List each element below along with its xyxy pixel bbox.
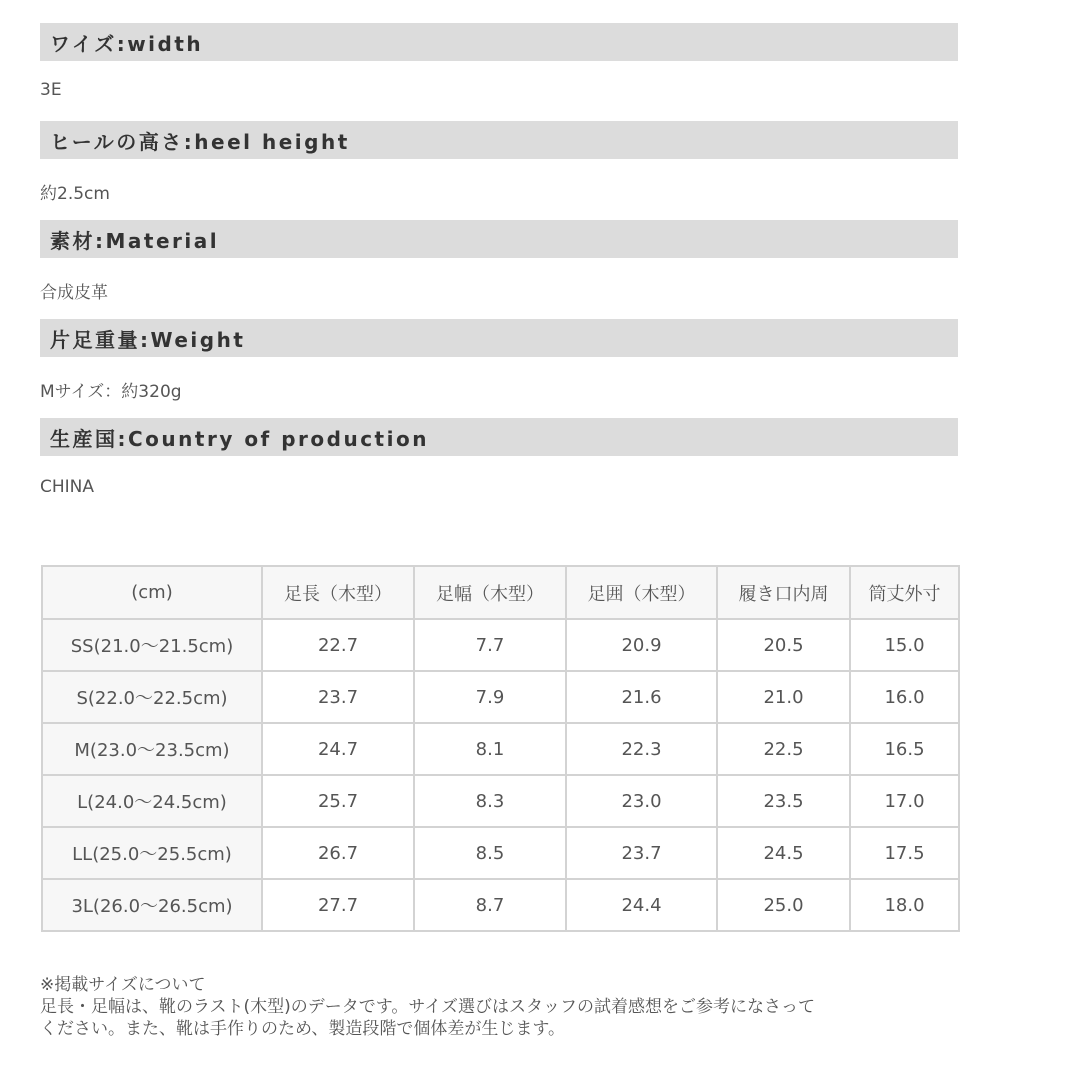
- table-cell: 8.5: [414, 827, 566, 879]
- table-cell: 15.0: [850, 619, 959, 671]
- table-cell: 16.5: [850, 723, 959, 775]
- column-header-shaft-height: 筒丈外寸: [850, 566, 959, 619]
- spec-header-weight: 片足重量:Weight: [40, 319, 958, 357]
- table-cell: 23.7: [262, 671, 414, 723]
- table-cell: 22.5: [717, 723, 850, 775]
- table-row: [42, 723, 959, 775]
- table-cell: 26.7: [262, 827, 414, 879]
- table-row: [42, 619, 959, 671]
- table-cell: 24.7: [262, 723, 414, 775]
- size-note: [40, 974, 980, 1040]
- spec-header-material: 素材:Material: [40, 220, 958, 258]
- spec-value-width: 3E: [40, 80, 62, 100]
- size-label-cell: M(23.0～23.5cm): [42, 723, 262, 775]
- table-cell: 22.7: [262, 619, 414, 671]
- column-header-opening-circumference: 履き口内周: [717, 566, 850, 619]
- table-cell: 24.5: [717, 827, 850, 879]
- table-cell: 8.7: [414, 879, 566, 931]
- table-cell: 24.4: [566, 879, 717, 931]
- table-cell: 23.7: [566, 827, 717, 879]
- table-cell: 25.0: [717, 879, 850, 931]
- table-cell: 27.7: [262, 879, 414, 931]
- table-cell: 7.7: [414, 619, 566, 671]
- table-cell: 23.0: [566, 775, 717, 827]
- size-label-cell: LL(25.0～25.5cm): [42, 827, 262, 879]
- column-header-foot-width: 足幅（木型）: [414, 566, 566, 619]
- column-header-foot-length: 足長（木型）: [262, 566, 414, 619]
- size-label-cell: L(24.0～24.5cm): [42, 775, 262, 827]
- table-row: [42, 879, 959, 931]
- table-cell: 17.0: [850, 775, 959, 827]
- table-cell: 23.5: [717, 775, 850, 827]
- table-cell: 17.5: [850, 827, 959, 879]
- table-row: [42, 671, 959, 723]
- spec-header-heel-height: ヒールの高さ:heel height: [40, 121, 958, 159]
- size-label-cell: S(22.0～22.5cm): [42, 671, 262, 723]
- size-table: [41, 565, 960, 932]
- size-label-cell: 3L(26.0～26.5cm): [42, 879, 262, 931]
- table-cell: 18.0: [850, 879, 959, 931]
- spec-value-heel-height: 約2.5cm: [40, 184, 110, 204]
- note-line: 足長・足幅は、靴のラスト(木型)のデータです。サイズ選びはスタッフの試着感想をご参考になさって: [40, 997, 816, 1017]
- table-cell: 16.0: [850, 671, 959, 723]
- table-cell: 21.6: [566, 671, 717, 723]
- table-row: [42, 775, 959, 827]
- table-cell: 20.9: [566, 619, 717, 671]
- spec-header-country: 生産国:Country of production: [40, 418, 958, 456]
- size-label-cell: SS(21.0～21.5cm): [42, 619, 262, 671]
- spec-value-weight: Mサイズ：約320g: [40, 382, 182, 402]
- table-cell: 8.1: [414, 723, 566, 775]
- table-header-row: [42, 566, 959, 619]
- table-cell: 21.0: [717, 671, 850, 723]
- table-cell: 20.5: [717, 619, 850, 671]
- table-cell: 22.3: [566, 723, 717, 775]
- spec-value-material: 合成皮革: [40, 283, 108, 303]
- table-row: [42, 827, 959, 879]
- spec-value-country: CHINA: [40, 477, 95, 497]
- column-header-foot-girth: 足囲（木型）: [566, 566, 717, 619]
- table-cell: 8.3: [414, 775, 566, 827]
- table-cell: 7.9: [414, 671, 566, 723]
- spec-header-width: ワイズ:width: [40, 23, 958, 61]
- column-header-size: (cm): [42, 566, 262, 619]
- table-cell: 25.7: [262, 775, 414, 827]
- note-line: ください。また、靴は手作りのため、製造段階で個体差が生じます。: [40, 1019, 565, 1039]
- note-title: ※掲載サイズについて: [40, 975, 206, 995]
